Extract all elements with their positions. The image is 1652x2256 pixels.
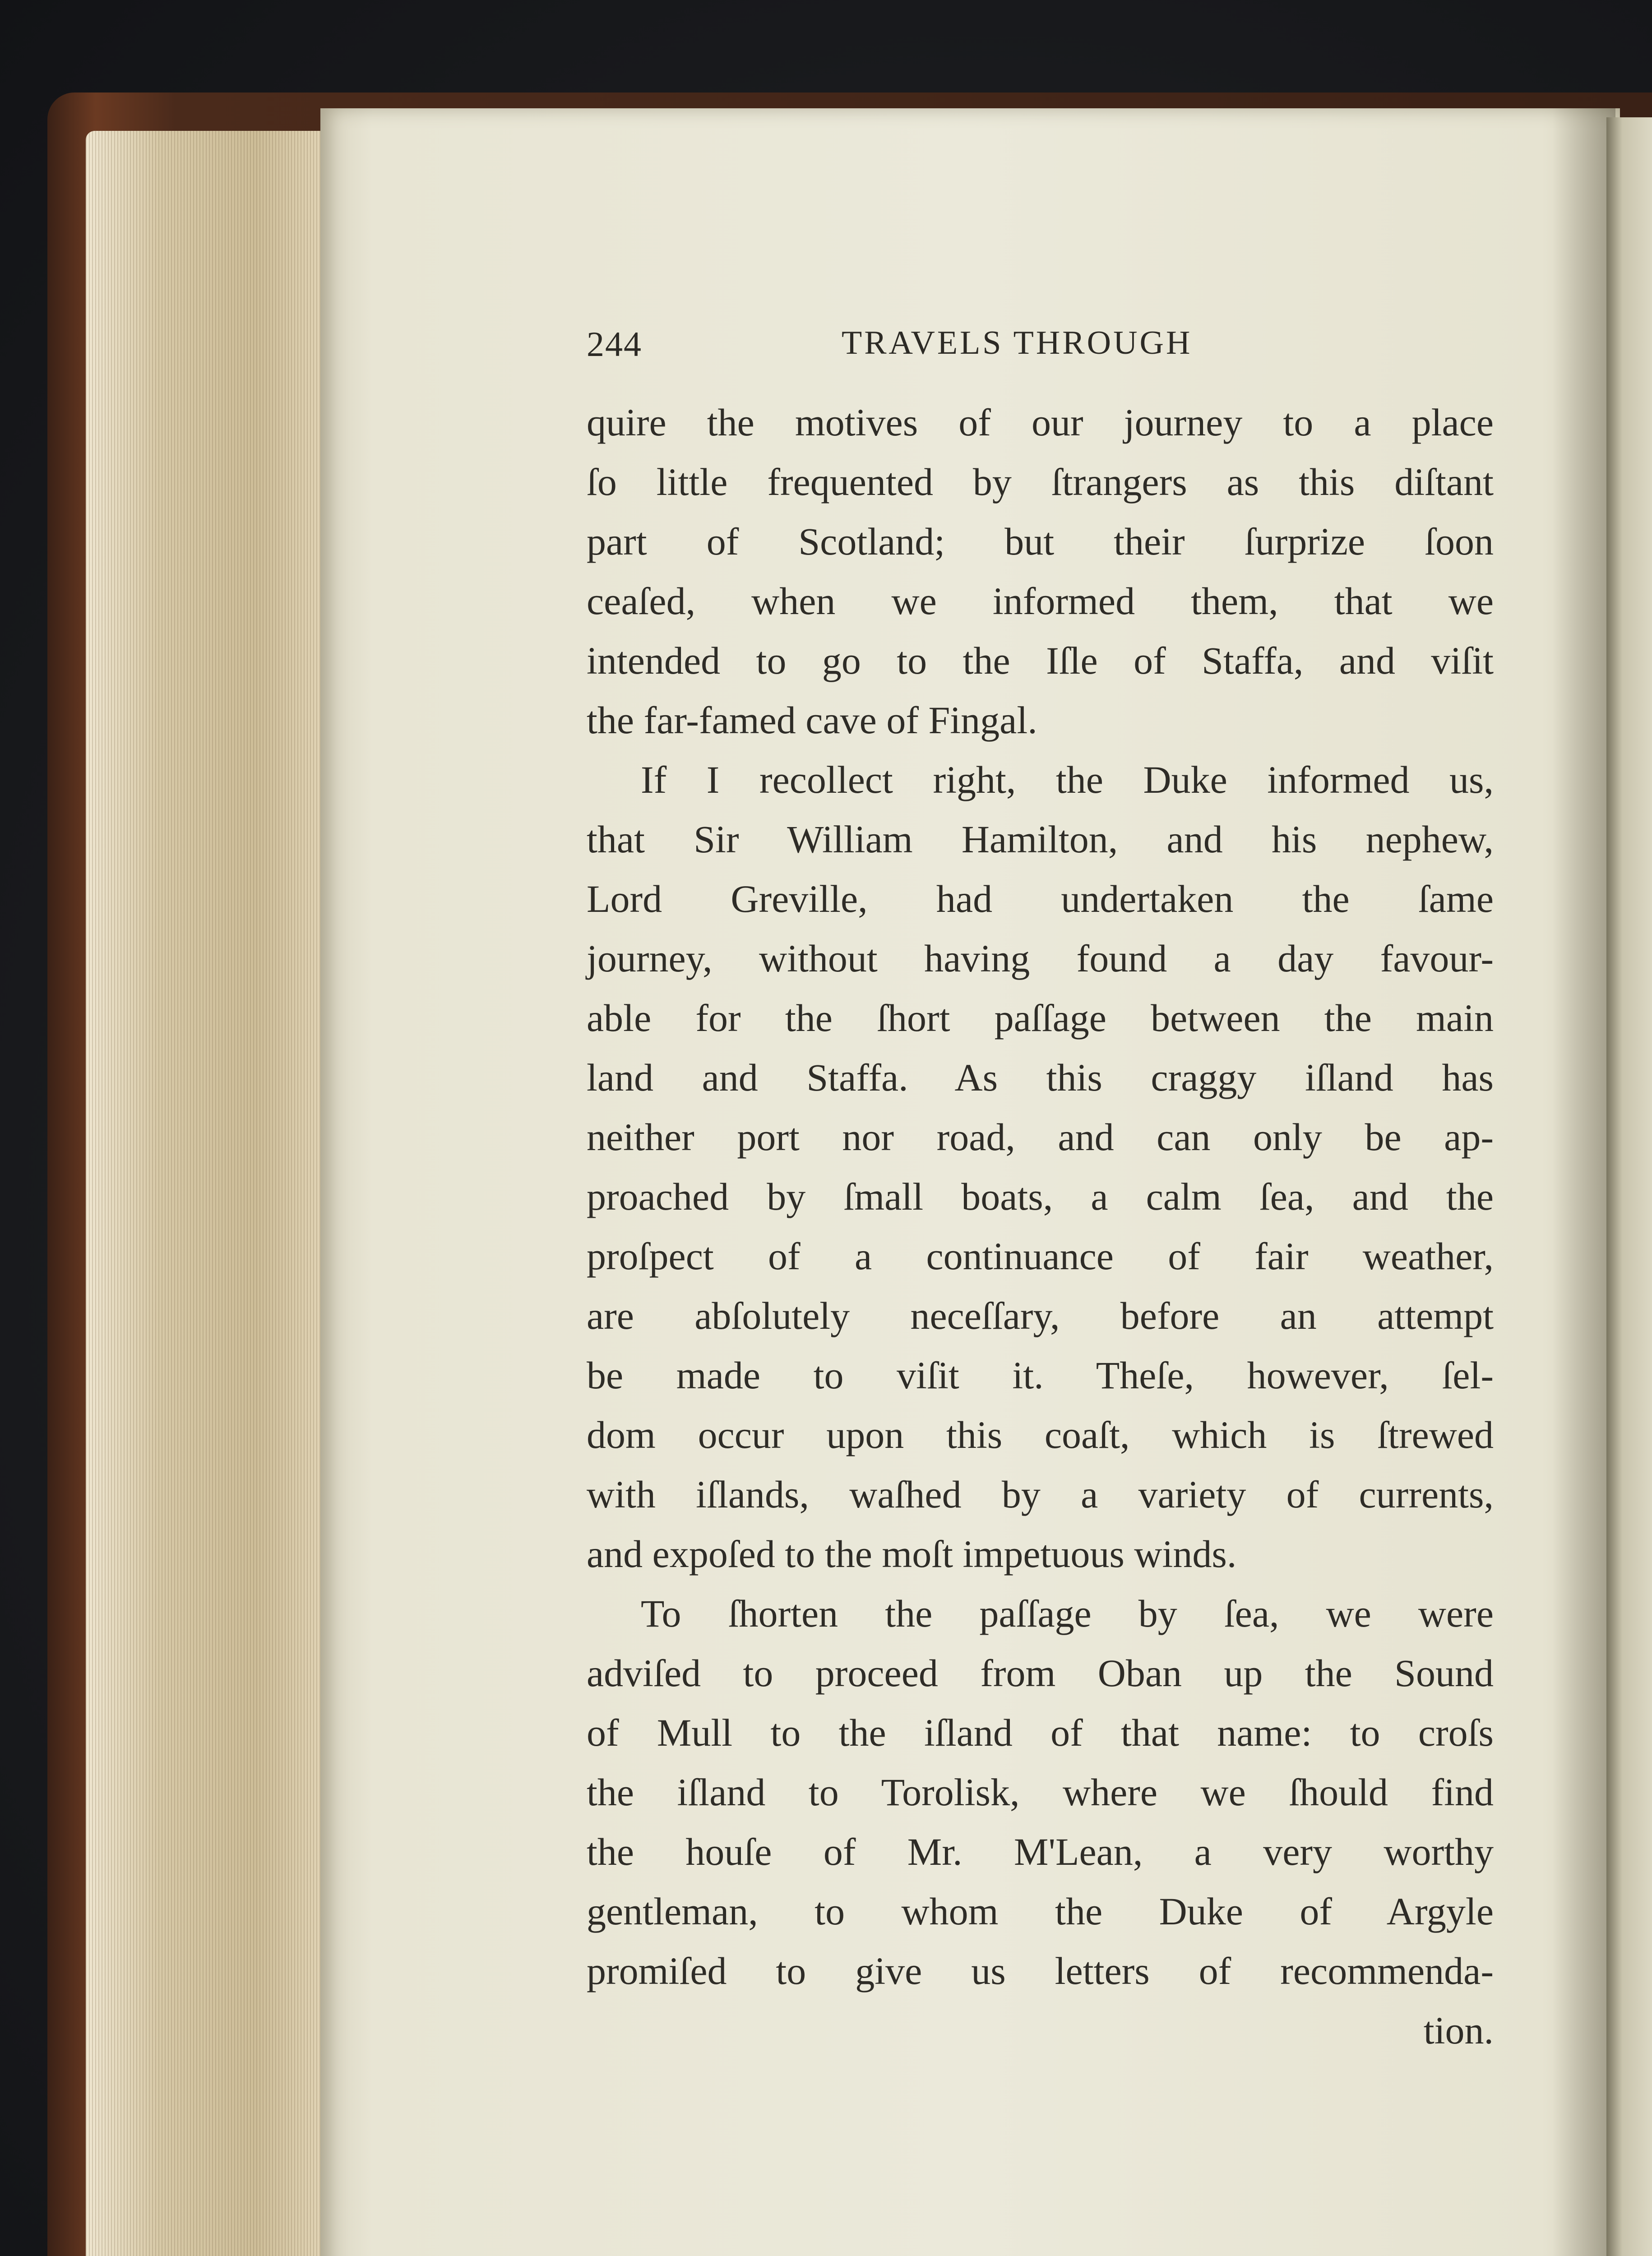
text-line: the iſland to Torolisk, where we ſhould find: [587, 1771, 1494, 1814]
text-line: able for the ſhort paſſage between the main: [587, 996, 1494, 1040]
text-line: dom occur upon this coaſt, which is ſtrewed: [587, 1413, 1494, 1456]
text-line: intended to go to the Iſle of Staffa, and viſit: [587, 639, 1494, 682]
gutter-shadow: [1552, 108, 1615, 2256]
text-line: ſo little frequented by ſtrangers as this diſtant: [587, 460, 1494, 504]
page-fore-edge: [86, 131, 329, 2256]
page-header: [587, 324, 1489, 374]
body-text: [587, 393, 1494, 2060]
text-line: ceaſed, when we informed them, that we: [587, 579, 1494, 623]
text-line: promiſed to give us letters of recommenda-: [587, 1949, 1494, 1992]
text-line: quire the motives of our journey to a place: [587, 401, 1494, 444]
text-line: land and Staffa. As this craggy iſland has: [587, 1056, 1494, 1099]
text-line: adviſed to proceed from Oban up the Sound: [587, 1651, 1494, 1695]
text-line: with iſlands, waſhed by a variety of currents,: [587, 1473, 1494, 1516]
text-line: proſpect of a continuance of fair weather,: [587, 1234, 1494, 1278]
text-line: journey, without having found a day favour-: [587, 937, 1494, 980]
catchword: tion.: [1423, 2009, 1494, 2052]
text-line: and expoſed to the moſt impetuous winds.: [587, 1532, 1237, 1576]
page-number: 244: [587, 324, 642, 364]
text-line: be made to viſit it. Theſe, however, ſel-: [587, 1354, 1494, 1397]
text-line: gentleman, to whom the Duke of Argyle: [587, 1890, 1494, 1933]
facing-page-edge: [1606, 117, 1652, 2256]
text-line: proached by ſmall boats, a calm ſea, and the: [587, 1175, 1494, 1218]
text-line: of Mull to the iſland of that name: to croſs: [587, 1711, 1494, 1754]
text-line: the houſe of Mr. M'Lean, a very worthy: [587, 1830, 1494, 1873]
text-line: the far-famed cave of Fingal.: [587, 698, 1037, 742]
paragraph-start-line: If I recollect right, the Duke informed us,: [641, 758, 1494, 801]
paragraph-start-line: To ſhorten the paſſage by ſea, we were: [641, 1592, 1494, 1635]
text-line: neither port nor road, and can only be ap-: [587, 1115, 1494, 1159]
text-line: part of Scotland; but their ſurprize ſoon: [587, 520, 1494, 563]
text-line: Lord Greville, had undertaken the ſame: [587, 877, 1494, 920]
running-head: TRAVELS THROUGH: [842, 324, 1193, 361]
text-line: that Sir William Hamilton, and his nephew,: [587, 818, 1494, 861]
text-line: are abſolutely neceſſary, before an attempt: [587, 1294, 1494, 1337]
